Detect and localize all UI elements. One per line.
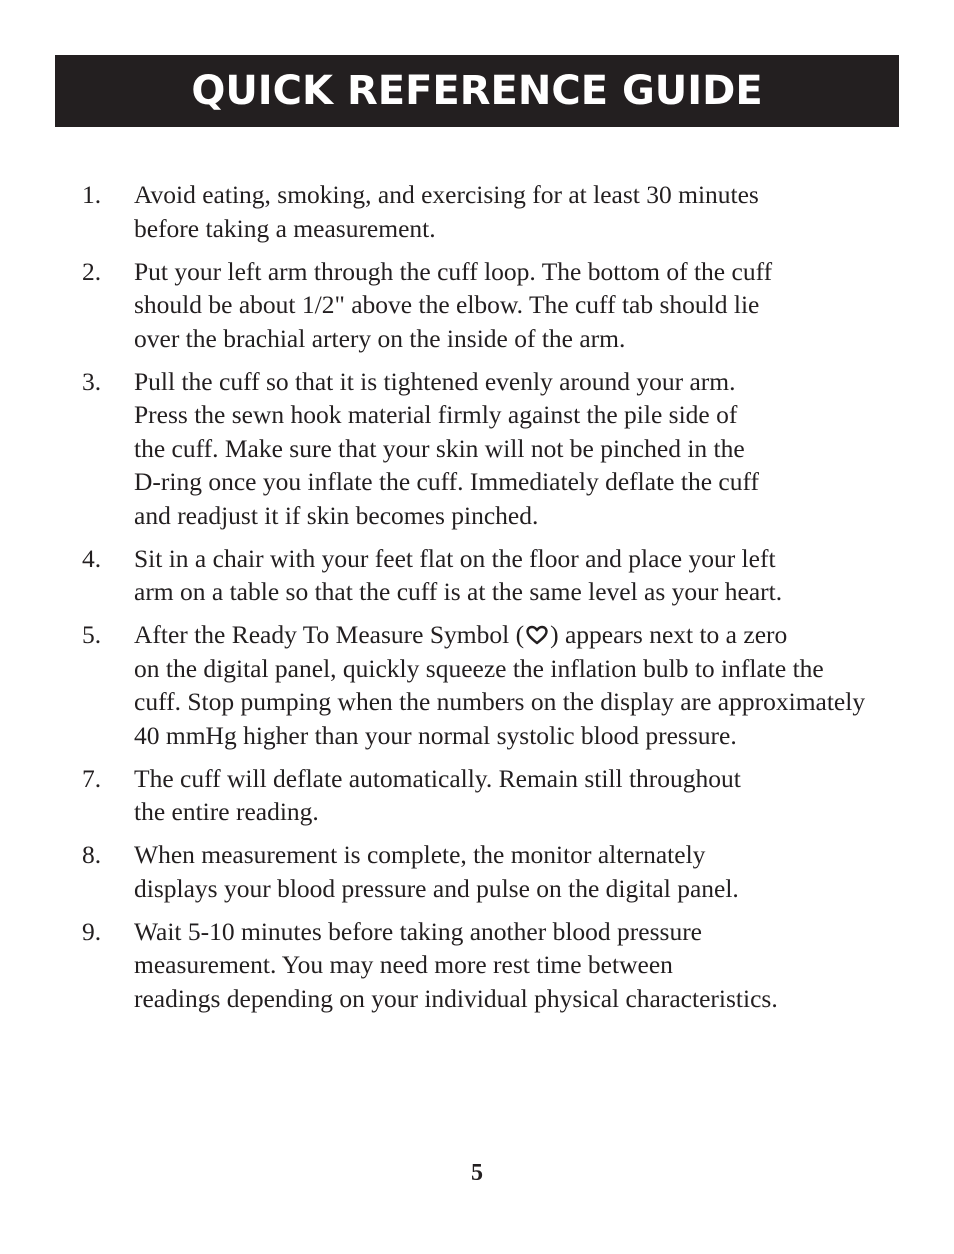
- step-text: [134, 542, 782, 609]
- page-number: 5: [471, 1160, 483, 1186]
- step-line: Sit in a chair with your feet flat on the floor and place your left: [134, 543, 776, 573]
- step-line: before taking a measurement.: [134, 213, 436, 243]
- step-line-after-icon: ) appears next to a zero: [550, 620, 788, 649]
- step-line: Wait 5-10 minutes before taking another blood pressure: [134, 916, 702, 946]
- step-text: [134, 365, 759, 533]
- list-item-step-1: [82, 178, 912, 245]
- step-line: 40 mmHg higher than your normal systolic blood pressure.: [134, 720, 737, 750]
- step-number: 9.: [82, 916, 102, 946]
- step-line: on the digital panel, quickly squeeze the inflation bulb to inflate the: [134, 653, 824, 683]
- step-number: 1.: [82, 180, 102, 209]
- step-number: 8.: [82, 840, 102, 869]
- instruction-list: [82, 178, 912, 1025]
- step-line: Put your left arm through the cuff loop. The bottom of the cuff: [134, 256, 773, 286]
- list-item-step-2: [82, 255, 912, 356]
- step-line: readings depending on your individual physical characteristics.: [134, 983, 778, 1013]
- step-line: and readjust it if skin becomes pinched.: [134, 500, 539, 530]
- list-item-step-4: [82, 542, 912, 609]
- step-text: [134, 618, 865, 752]
- list-item-step-8: [82, 838, 912, 905]
- step-line: The cuff will deflate automatically. Remain still throughout: [134, 763, 741, 793]
- step-text: [134, 178, 759, 245]
- step-line: measurement. You may need more rest time between: [134, 950, 673, 979]
- step-line: the entire reading.: [134, 797, 319, 826]
- step-line: [134, 618, 865, 652]
- step-line: Press the sewn hook material firmly against the pile side of: [134, 400, 738, 429]
- step-number: 7.: [82, 763, 102, 793]
- step-text: [134, 762, 741, 829]
- step-line: When measurement is complete, the monitor alternately: [134, 840, 706, 869]
- step-line: Pull the cuff so that it is tightened evenly around your arm.: [134, 366, 736, 396]
- list-item-step-9: [82, 915, 912, 1016]
- step-line: Avoid eating, smoking, and exercising for at least 30 minutes: [134, 180, 759, 209]
- step-line-before-icon: After the Ready To Measure Symbol (: [134, 620, 525, 649]
- page-title: QUICK REFERENCE GUIDE: [191, 68, 763, 114]
- heart-symbol-icon: [525, 624, 549, 646]
- step-text: [134, 838, 739, 905]
- step-number: 4.: [82, 543, 102, 573]
- list-item-step-5: [82, 618, 912, 752]
- list-item-step-7: [82, 762, 912, 829]
- step-text: [134, 255, 772, 356]
- step-line: the cuff. Make sure that your skin will not be pinched in the: [134, 433, 745, 463]
- step-number: 3.: [82, 366, 102, 396]
- list-item-step-3: [82, 365, 912, 533]
- step-line: displays your blood pressure and pulse on the digital panel.: [134, 873, 739, 903]
- step-number: 5.: [82, 620, 102, 649]
- step-text: [134, 915, 778, 1016]
- title-banner: [55, 55, 899, 127]
- step-line: over the brachial artery on the inside of the arm.: [134, 323, 626, 353]
- step-line: arm on a table so that the cuff is at the same level as your heart.: [134, 577, 783, 606]
- step-line: D-ring once you inflate the cuff. Immediately deflate the cuff: [134, 467, 759, 496]
- step-line: cuff. Stop pumping when the numbers on the display are approximately: [134, 687, 866, 716]
- step-number: 2.: [82, 256, 102, 286]
- step-line: should be about 1/2" above the elbow. The cuff tab should lie: [134, 290, 760, 319]
